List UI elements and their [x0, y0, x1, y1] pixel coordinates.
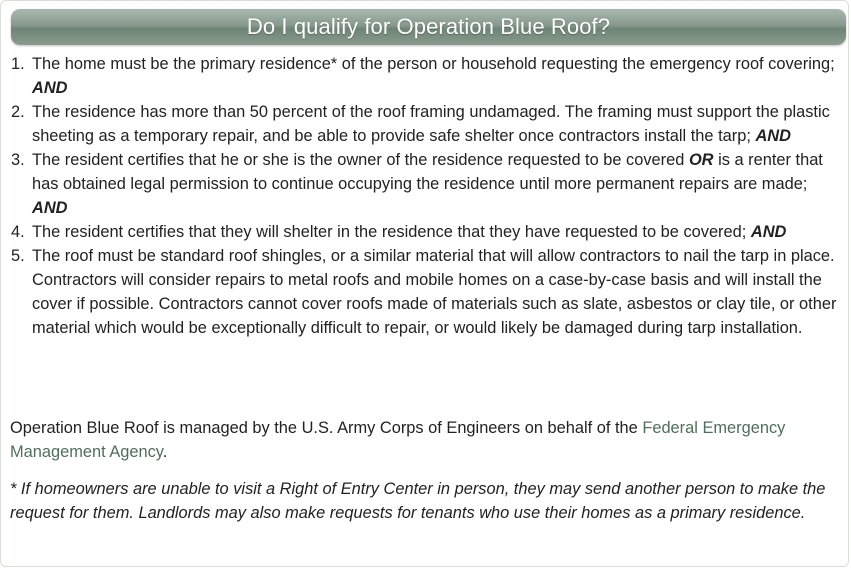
criteria-item-1 [11, 52, 843, 100]
criteria-number: 2. [11, 103, 25, 121]
criteria-item-2 [11, 100, 843, 148]
criteria-number: 4. [11, 223, 25, 241]
criteria-or-word: OR [688, 151, 714, 169]
criteria-conjunction: AND [750, 223, 787, 241]
criteria-conjunction: AND [32, 79, 68, 97]
criteria-text: The residence has more than 50 percent of the roof framing undamaged. The framing must support the plastic sheeting as a temporary repair, and be able to provide safe shelter once contractors install the tarp; [32, 103, 830, 145]
fema-link[interactable]: Federal Emergency Management Agency [10, 419, 786, 461]
footnote: * If homeowners are unable to visit a Right of Entry Center in person, they may send another person to make the request for them. Landlords may also make requests for tenants who use their homes as a primary residence. [10, 480, 826, 522]
title-bar [11, 9, 846, 45]
criteria-item-4 [11, 220, 843, 244]
criteria-number: 3. [11, 151, 25, 169]
managed-by-text: Operation Blue Roof is managed by the U.S. Army Corps of Engineers on behalf of the [10, 419, 638, 437]
criteria-conjunction: AND [32, 199, 68, 217]
criteria-text: The roof must be standard roof shingles, or a similar material that will allow contractors to nail the tarp in place. Contractors will consider repairs to metal roofs and mobile homes on a case-by-case basis and will install the cover if possible. Contractors cannot cover roofs made of materials such as slate, asbestos or clay tile, or other material which would be exceptionally difficult to repair, or would likely be damaged during tarp installation. [32, 247, 837, 337]
managed-by-paragraph [10, 416, 845, 464]
page-title: Do I qualify for Operation Blue Roof? [246, 14, 611, 39]
criteria-text: The resident certifies that they will shelter in the residence that they have requested to be covered; [32, 223, 747, 241]
criteria-text-continued: is a renter that has obtained legal permission to continue occupying the residence until more permanent repairs are made; [32, 151, 823, 193]
criteria-text: The home must be the primary residence* of the person or household requesting the emergency roof covering; [32, 55, 835, 73]
criteria-item-5 [11, 244, 843, 340]
criteria-conjunction: AND [755, 127, 791, 145]
criteria-text: The resident certifies that he or she is the owner of the residence requested to be covered [32, 151, 685, 169]
qualification-criteria-list [11, 52, 843, 340]
criteria-number: 5. [11, 247, 25, 265]
criteria-number: 1. [11, 55, 25, 73]
criteria-item-3 [11, 148, 843, 220]
managed-by-period: . [162, 443, 168, 461]
